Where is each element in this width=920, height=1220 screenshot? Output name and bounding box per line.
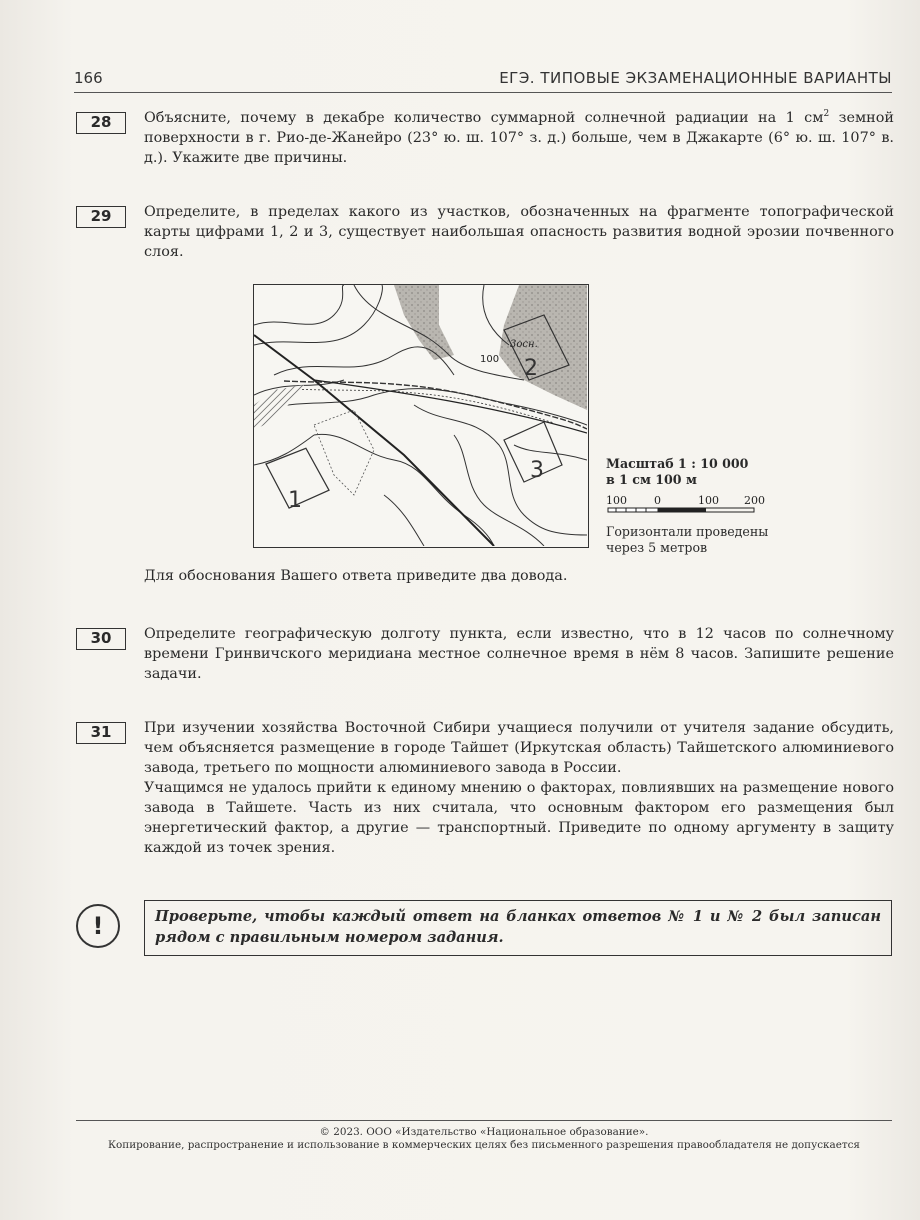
task-text: Объясните, почему в декабре количество суммарной солнечной радиации на 1 $см^2$ земной поверхности в г. Рио-де-Жанейро (23° ю. ш. 107° з. д.) больше, чем в Джакарте (6° ю. ш. 107° в. д.). Укажите две причины. xyxy=(144,109,895,166)
copyright-notice: Копирование, распространение и использование в коммерческих целях без письменного разрешения правообладателя не допускается xyxy=(108,1139,860,1151)
exclamation-icon: ! xyxy=(76,904,120,948)
scale-tick-label: 100 xyxy=(606,494,627,507)
scale-bar xyxy=(606,494,776,520)
forest-label: 3осн. xyxy=(510,339,538,350)
page-footer xyxy=(76,1120,892,1152)
page-header xyxy=(74,66,892,93)
copyright: © 2023. ООО «Издательство «Национальное образование». xyxy=(319,1126,649,1138)
task-text: Определите географическую долготу пункта, если известно, что в 12 часов по солнечному времени Гринвичского меридиана местное солнечное время в нём 8 часов. Запишите решение задачи. xyxy=(144,626,894,682)
forest-area xyxy=(394,285,454,360)
warning-block xyxy=(76,900,894,960)
scale-tick-label: 200 xyxy=(744,494,765,507)
scale-title: Масштаб 1 : 10 000 xyxy=(606,456,749,471)
task-number: 30 xyxy=(76,628,126,650)
task-number: 29 xyxy=(76,206,126,228)
plot-label-3: 3 xyxy=(530,458,544,483)
scale-subtitle: в 1 см 100 м xyxy=(606,472,697,487)
plot-label-2: 2 xyxy=(524,356,538,381)
map-drawing xyxy=(254,285,587,546)
task-number: 28 xyxy=(76,112,126,134)
scale-tick-label: 100 xyxy=(698,494,719,507)
task-number: 31 xyxy=(76,722,126,744)
topographic-map xyxy=(253,284,589,548)
page-number: 166 xyxy=(74,69,103,87)
contour-note: Горизонтали проведены через 5 метров xyxy=(606,524,769,555)
plot-label-1: 1 xyxy=(288,488,302,513)
task-text: При изучении хозяйства Восточной Сибири учащиеся получили от учителя задание обсудить, чем объясняется размещение в городе Тайшет (Иркутская область) Тайшетского алюминиевого завода, третьего по мощности алюминиевого завода в России. Учащимся не удалось прийти к единому мнению о факторах, повлиявших на размещение нового завода в Тайшете. Часть из них считала, что основным фактором его размещения был энергетический фактор, а другие — транспортный. Приведите по одному аргументу в защиту каждой из точек зрения. xyxy=(144,720,894,856)
task-text: Определите, в пределах какого из участков, обозначенных на фрагменте топографической карты цифрами 1, 2 и 3, существует наибольшая опасность развития водной эрозии почвенного слоя. xyxy=(144,204,894,260)
map-legend xyxy=(606,456,806,556)
running-title: ЕГЭ. ТИПОВЫЕ ЭКЗАМЕНАЦИОННЫЕ ВАРИАНТЫ xyxy=(499,69,892,87)
justification-prompt: Для обоснования Вашего ответа приведите два довода. xyxy=(144,568,568,584)
contour-label: 100 xyxy=(480,354,500,365)
warning-text: Проверьте, чтобы каждый ответ на бланках ответов № 1 и № 2 был записан рядом с правильным номером задания. xyxy=(144,900,892,956)
scale-tick-label: 0 xyxy=(654,494,661,507)
